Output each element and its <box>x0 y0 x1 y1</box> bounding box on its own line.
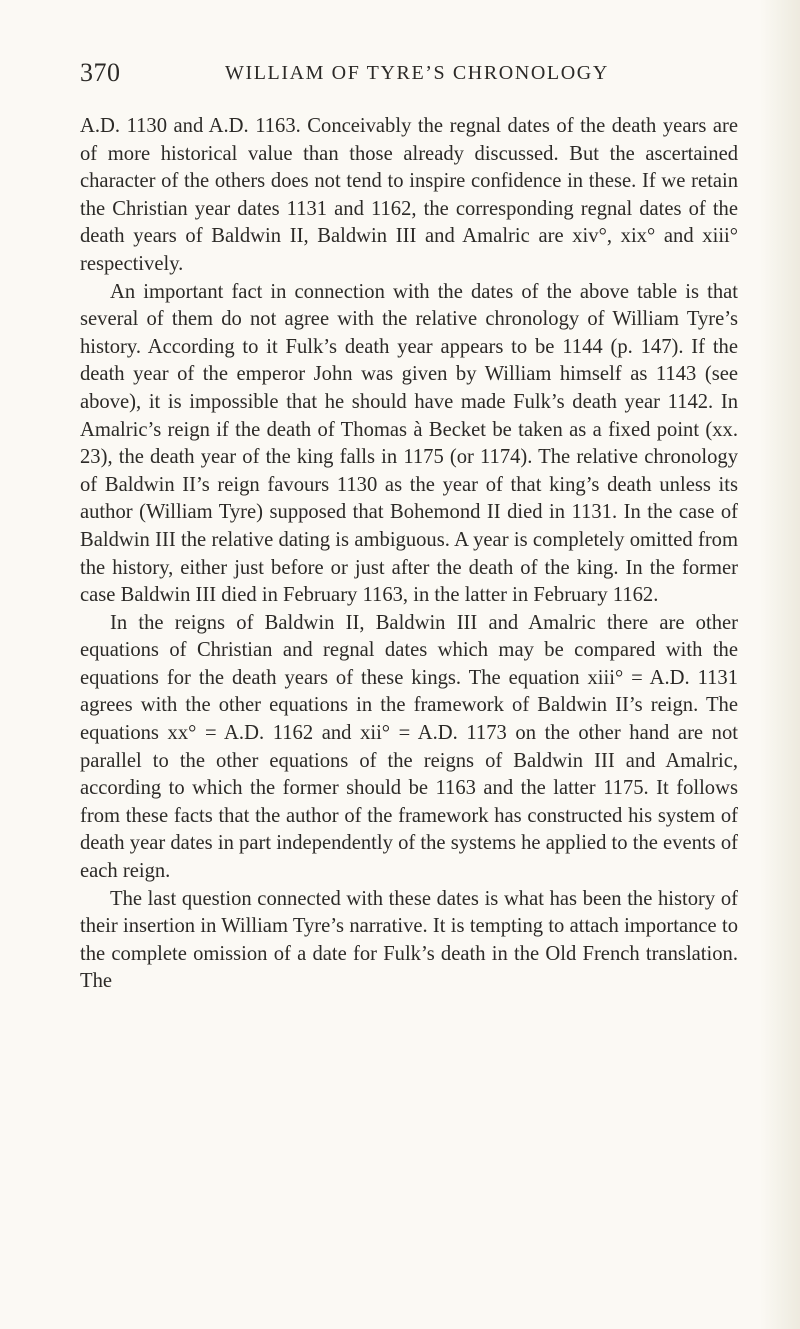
paragraph-2: An important fact in connection with the dates of the above table is that several of them do not agree with the relative chronology of William Tyre’s history. According to it Fulk’s death year appears to be 1144 (p. 147). If the death year of the emperor John was given by William himself as 1143 (see above), it is impossible that he should have made Fulk’s death year 1142. In Amalric’s reign if the death of Thomas à Becket be taken as a fixed point (xx. 23), the death year of the king falls in 1175 (or 1174). The relative chronology of Baldwin II’s reign favours 1130 as the year of that king’s death unless its author (William Tyre) supposed that Bohemond II died in 1131. In the case of Baldwin III the relative dating is ambiguous. A year is completely omitted from the history, either just before or just after the death of the king. In the former case Baldwin III died in February 1163, in the latter in February 1162. <box>80 280 738 607</box>
body-text <box>80 113 738 996</box>
paragraph-3: In the reigns of Baldwin II, Baldwin III and Amalric there are other equations of Christian and regnal dates which may be compared with the equations for the death years of these kings. The equation xiii° = A.D. 1131 agrees with the other equations in the framework of Baldwin II’s reign. The equations xx° = A.D. 1162 and xii° = A.D. 1173 on the other hand are not parallel to the other equations of the reigns of Baldwin III and Amalric, according to which the former should be 1163 and the latter 1175. It follows from these facts that the author of the framework has constructed his system of death year dates in part independently of the systems he applied to the events of each reign. <box>80 611 738 883</box>
page-number: 370 <box>80 58 121 87</box>
paragraph-1: A.D. 1130 and A.D. 1163. Conceivably the regnal dates of the death years are of more historical value than those already discussed. But the ascertained character of the others does not tend to inspire confidence in these. If we retain the Christian year dates 1131 and 1162, the corresponding regnal dates of the death years of Baldwin II, Baldwin III and Amalric are xiv°, xix° and xiii° respectively. <box>80 115 738 275</box>
paragraph-4: The last question connected with these dates is what has been the history of their insertion in William Tyre’s narrative. It is tempting to attach importance to the complete omission of a date for Fulk’s death in the Old French translation. The <box>80 887 738 993</box>
page-edge-shadow <box>760 0 800 1329</box>
running-head: WILLIAM OF TYRE’S CHRONOLOGY <box>225 62 609 84</box>
